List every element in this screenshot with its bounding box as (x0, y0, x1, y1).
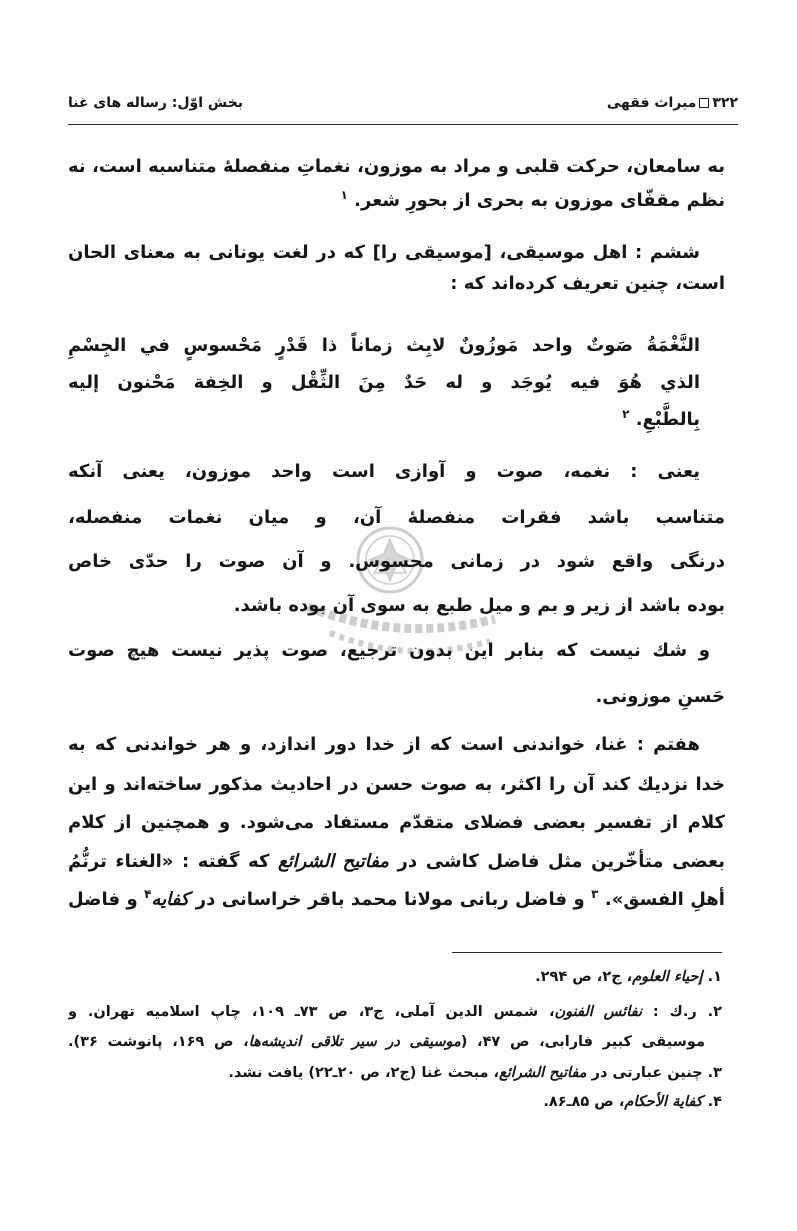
body-line: است، چنین تعریف کرده‌اند که : (450, 273, 725, 294)
footnote-title: مفاتیح الشرائع (499, 1065, 587, 1081)
book-title-italic: مفاتیح الشرائع (278, 851, 389, 872)
footnote-number: ۳. (707, 1065, 722, 1081)
body-text: و فاضل (68, 889, 138, 910)
body-line: حَسنِ موزونی. (595, 686, 725, 707)
footnote-text: چنین عبارتی در (591, 1065, 703, 1081)
quote-line (68, 400, 700, 440)
footnote-number: ۱. (707, 969, 722, 985)
header-book-info (607, 92, 738, 114)
body-line: به سامعان، حرکت قلبی و مراد به موزون، نغماتِ منفصلهٔ متناسبه است، نه (68, 156, 725, 177)
body-line (68, 842, 725, 882)
header-rule (68, 124, 738, 125)
body-line: یعنی : نغمه، صوت و آوازی است واحد موزون، یعنی آنکه (68, 461, 700, 482)
footnote-marker: ۴ (144, 887, 152, 901)
book-title: میراث فقهی (606, 95, 697, 111)
footnote-marker: ۲ (622, 407, 630, 421)
footnote-title: موسیقی در سیر تلاقی اندیشه‌ها (248, 1034, 461, 1050)
body-text: بعضی متأخّرین مثل فاضل کاشی در (397, 851, 725, 872)
body-text: که گفته : «الغناء ترنُّمُ (68, 851, 270, 872)
footnote-text: موسیقی کبیر فارابی، ص ۴۷، ( (460, 1034, 705, 1050)
body-line: بوده باشد از زیر و بم و میل طبع به سوی آن بوده باشد. (233, 595, 725, 616)
body-line (68, 181, 725, 221)
footnote (68, 1059, 722, 1087)
body-line: خدا نزدیك کند آن را اکثر، به صوت حسن در احادیث مذکور ساخته‌اند و این (68, 774, 725, 795)
footnote-title: کفایة الأحکام (624, 1094, 703, 1110)
footnote-rule (452, 952, 722, 953)
body-line: درنگی واقع شود در زمانی محسوس. و آن صوت را حدّی خاص (68, 551, 725, 572)
body-line: و شك نیست که بنابر این بدون ترجیع، صوت پذیر نیست هیچ صوت (68, 640, 710, 661)
header-square-icon (699, 98, 709, 108)
running-header (68, 92, 738, 114)
book-title-italic: کفایه (151, 889, 190, 910)
footnote-title: إحیاء العلوم (632, 969, 703, 985)
footnote-number: ۲. (707, 1004, 722, 1020)
body-text: أهلِ الفسق». (604, 889, 725, 910)
footnote-title: نفائس الفنون (554, 1004, 642, 1020)
body-line: کلام از تفسیر بعضی فضلای متقدّم مستفاد می‌شود. و همچنین از کلام (68, 812, 725, 833)
body-line: هفتم : غنا، خواندنی است که از خدا دور اندازد، و هر خواندنی که به (68, 734, 700, 755)
body-text: و فاضل ربانی مولانا محمد باقر خراسانی در (195, 889, 585, 910)
quote-text: بِالطَّبْعِ. (635, 409, 700, 430)
footnote-number: ۴. (707, 1094, 722, 1110)
footnote-marker: ۱ (340, 188, 348, 202)
body-line (68, 880, 725, 920)
footnote-text: ، مبحث غنا (ج۲، ص ۲۰ـ۲۲) یافت نشد. (228, 1065, 500, 1081)
page-number: ۳۲۲ (712, 95, 738, 111)
footnote-text: ، ص ۸۵ـ۸۶. (543, 1094, 625, 1110)
footnote-text: ، شمس الدین آملی، ج۳، ص ۷۳ـ ۱۰۹، چاپ اسلامیه تهران. و (68, 1004, 555, 1020)
footnote-continuation (68, 1028, 705, 1056)
footnote (68, 1088, 722, 1116)
section-title: بخش اوّل: رساله های غنا (68, 95, 244, 111)
footnote-marker: ۳ (591, 887, 599, 901)
body-line: متناسب باشد فقرات منفصلهٔ آن، و میان نغمات منفصله، (68, 507, 725, 528)
quote-line: الذي هُوَ فيه يُوجَد و له حَدٌ مِنَ الثِّقْل و الخِفة مَحْنون إليه (68, 372, 700, 393)
footnote (68, 963, 722, 991)
quote-line: النَّغْمَةُ صَوتٌ واحد مَوزُونٌ لابِث زماناً ذا قَدْرٍ مَحْسوسٍ في الجِسْمِ (68, 335, 700, 356)
body-line: ششم : اهل موسیقی، [موسیقی را] که در لغت یونانی به معنای الحان (68, 242, 700, 263)
footnote-text: ، ج۲، ص ۲۹۴. (535, 969, 633, 985)
footnote-text: ر.ك : (652, 1004, 697, 1020)
footnote-text: ، ص ۱۶۹، پانوشت ۳۶). (68, 1034, 249, 1050)
body-text: نظم مقفّای موزون به بحری از بحورِ شعر. (354, 190, 725, 211)
footnote (68, 998, 722, 1026)
